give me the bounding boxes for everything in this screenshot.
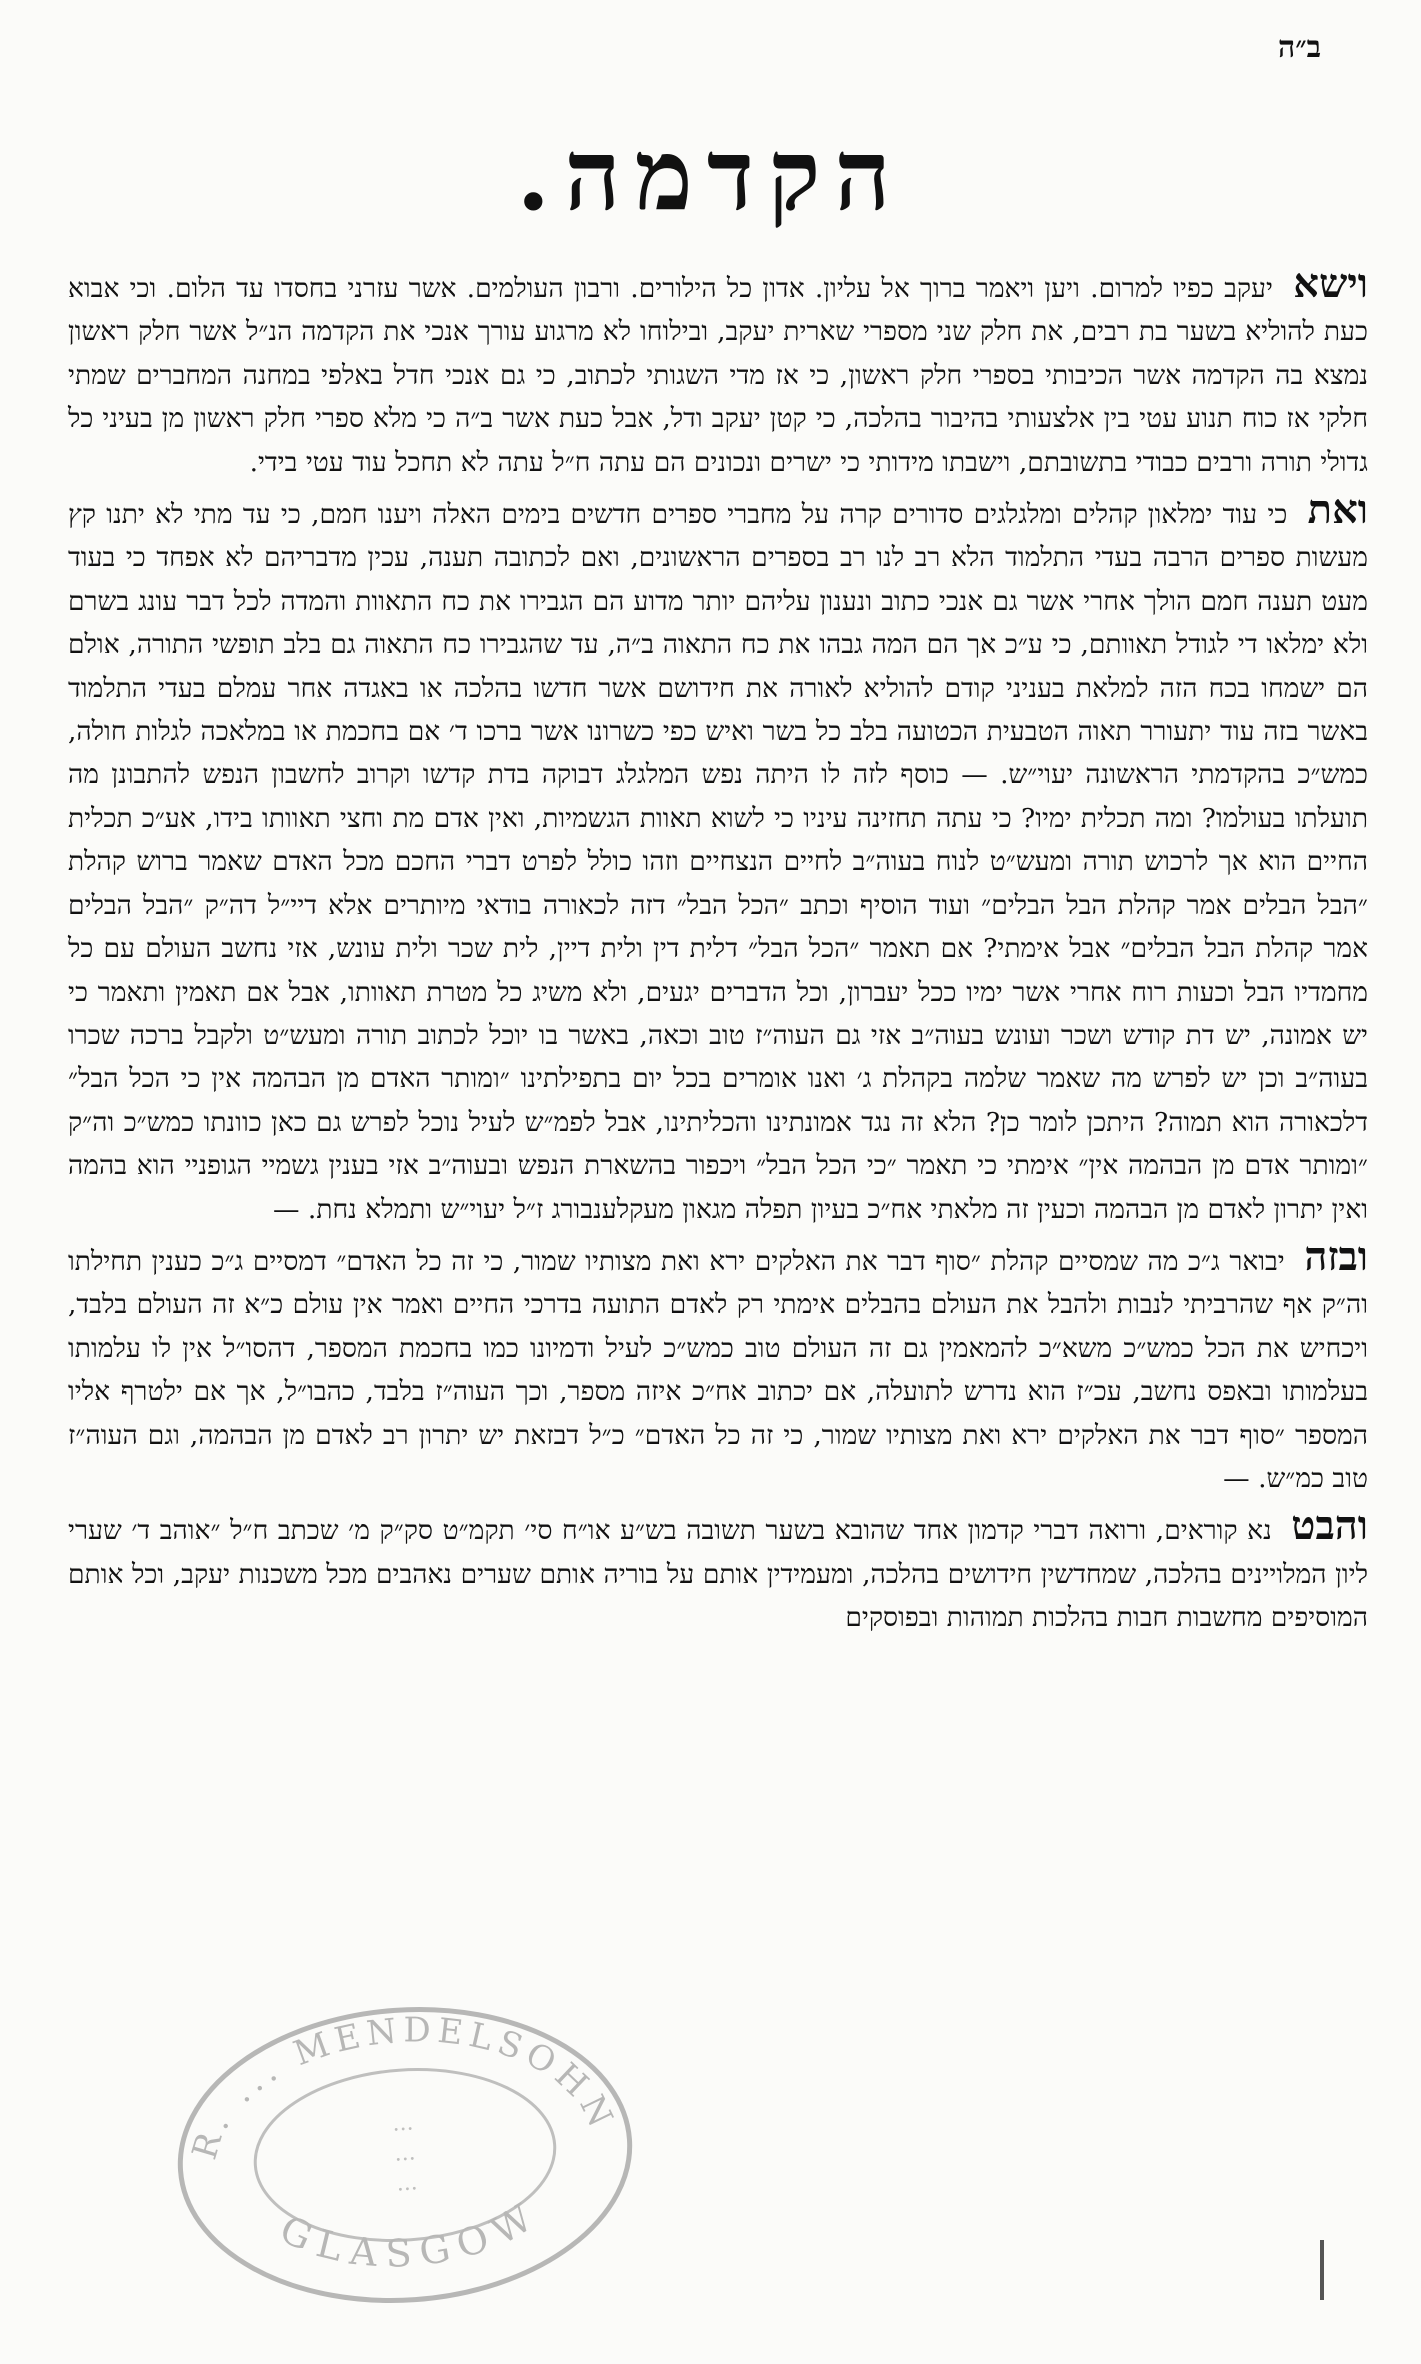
stamp-graphic [160, 1984, 650, 2326]
paragraph-2 [68, 488, 1368, 1231]
stamp-inner-line-2: ... [393, 2140, 417, 2167]
stamp-inner-line-3: ... [395, 2170, 419, 2197]
paragraph-2-text: כי עוד ימלאון קהלים ומלגלגים סדורים קרה על מחברי ספרים חדשים בימים האלה ויענו חמם, כי עד מתי לא יתנו קץ מעשות ספרים הרבה בעדי התלמוד הלא רב לנו רב בספרים הראשונים, ואם לכתובה תענה, עכין מדבריהם לא אפחד כי בעוד מעט תענה חמם הולך אחרי אשר גם אנכי כתוב ונענון עליהם יותר מדוע הם הגבירו את כח התאוות והמדה לכל דבר עונג בשרם ולא ימלאו די לגודל תאוותם, כי ע״כ אך הם המה גבהו את כח התאוה ב״ה, עד שהגבירו כח התאוה גם בלב תופשי התורה, אולם הם ישמחו בכח הזה למלאת בעניני קודם להוליא לאורה את חידושם אשר חדשו בהלכה או באגדה אחר עמלם בעדי התלמוד באשר בזה עוד יתעורר תאוה הטבעית הכטועה בלב כל בשר ואיש כפי כשרונו אשר ברכו ד׳ אם בחכמת או במלאכה לגלות חולה, כמש״כ בהקדמתי הראשונה יעוי״ש. — כוסף לזה לו היתה נפש המלגלג דבוקה בדת קדשו וקרוב לחשבון הנפש להתבונן מה תועלתו בעולמו? ומה תכלית ימיו? כי עתה תחזינה עיניו כי לשוא תאוות הגשמיות, ואין אדם מת וחצי תאוותו בידו, אע״כ תכלית החיים הוא אך לרכוש תורה ומעש״ט לנוח בעוה״ב לחיים הנצחיים וזהו כולל לפרט דברי החכם מכל האדם שאמר ברוש קהלת ״הבל הבלים אמר קהלת הבל הבלים״ ועוד הוסיף וכתב ״הכל הבל״ דזה לכאורה בודאי מיותרים אלא דיי״ל דה״ק ״הבל הבלים אמר קהלת הבל הבלים״ אבל אימתי? אם תאמר ״הכל הבל״ דלית דין ולית דיין, לית שכר ולית עונש, אזי נחשב העולם עם כל מחמדיו הבל וכעות רוח אחרי אשר ימיו ככל יעברון, וכל הדברים יגעים, ולא משיג כל מטרת תאוותו, אבל אם תאמין ותאמר כי יש אמונה, יש דת קודש ושכר ועונש בעוה״ב אזי גם העוה״ז טוב וכאה, באשר בו יוכל לכתוב תורה ומעש״ט ולקבל ברכה שכרו בעוה״ב וכן יש לפרש מה שאמר שלמה בקהלת ג׳ ואנו אומרים בכל יום בתפילתינו ״ומותר האדם מן הבהמה אין כי הכל הבל״ דלכאורה הוא תמוה? היתכן לומר כן? הלא זה נגד אמונתינו והכליתינו, אבל לפמ״ש לעיל נוכל לפרש גם כאן כוונתו כמש״כ וה״ק ״ומותר אדם מן הבהמה אין״ אימתי כי תאמר ״כי הכל הבל״ ויכפור בהשארת הנפש ובעוה״ב אזי בענין גשמיי הגופניי הוא בהמה ואין יתרון לאדם מן הבהמה וכעין זה מלאתי אח״כ בעיון תפלה מגאון מעקלענבורג ז״ל יעוי״ש ותמלא נחת. — [68, 499, 1368, 1225]
paragraph-1-lead-word: וישא [1293, 260, 1368, 307]
stamp-inner-line-1: ... [391, 2110, 415, 2137]
page-number: ב״ה [1278, 30, 1322, 65]
paragraph-2-lead-word: ואת [1307, 486, 1368, 534]
paragraph-4-text: נא קוראים, ורואה דברי קדמון אחד שהובא בשער תשובה בש״ע או״ח סי׳ תקמ״ט סק״ק מ׳ שכתב ח״ל ״אוהב ד׳ שערי ליון המלויינים בהלכה, שמחדשין חידושים בהלכה, ומעמידין אותם על בוריה אותם שערים נאהבים מכל משכנות יעקב, וכל אותם המוסיפים מחשבות חבות בהלכות תמוהות ובפוסקים [68, 1515, 1368, 1634]
paragraph-1 [68, 262, 1368, 484]
page-title: הקדמה. [516, 118, 905, 233]
body-text [68, 262, 1368, 1644]
paragraph-3-lead-word: ובזה [1304, 1232, 1368, 1280]
library-stamp [160, 1984, 650, 2326]
paragraph-3-text: יבואר ג״כ מה שמסיים קהלת ״סוף דבר את האלקים ירא ואת מצותיו שמור, כי זה כל האדם״ דמסיים ג״כ כענין תחילתו וה״ק אף שהרביתי לנבות ולהבל את העולם בהבלים אימתי רק לאדם התועה בדרכי החיים ואמר אין עולם כ״א זה העולם בלבד, ויכחיש את הכל כמש״כ משא״כ להמאמין גם זה העולם טוב כמש״כ לעיל ודמיונו כמו בחכמת המספר, דהסו״ל אין לו עלמותו בעלמותו ובאפס נחשב, עכ״ז הוא נדרש לתועלה, אם יכתוב אח״כ איזה מספר, וכך העוה״ז בלבד, כהבו״ל, אך אם ילטרף אליו המספר ״סוף דבר את האלקים ירא ואת מצותיו שמור, כי זה כל האדם״ כ״ל דבזאת יש יתרון רב לאדם מן הבהמה, וגם העוה״ז טוב כמ״ש. — [68, 1245, 1368, 1494]
paragraph-4 [68, 1504, 1368, 1639]
paragraph-3 [68, 1232, 1368, 1500]
stamp-bottom-text: GLASGOW [273, 2190, 549, 2276]
svg-text:GLASGOW [271, 2189, 551, 2285]
page-edge-mark [1320, 2240, 1324, 2300]
paragraph-4-lead-word: והבט [1291, 1502, 1368, 1550]
paragraph-1-text: יעקב כפיו למרום. ויען ויאמר ברוך אל עליון. אדון כל הילורים. ורבון העולמים. אשר עזרני בחסדו עד הלום. וכי אבוא כעת להוליא בשער בת רבים, את חלק שני מספרי שארית יעקב, ובילוחו לא מרגוע עורך אנכי את הקדמה הנ״ל אשר חלק ראשון נמצא בה הקדמה אשר הכיבותי בספרי חלק ראשון, כי אז מדי השגותי לכתוב, כי גם אנכי חדל באלפי במחנה המחברים שמתי חלקי אז כוח תנוע עטי בין אלצעותי בהיבור בהלכה, כי קטן יעקב ודל, אבל כעת אשר ב״ה כי מלא ספרי חלק ראשון מן בעיני כל גדולי תורה ורבים כבודי בתשובתם, וישבתו מידותי כי ישרים ונכונים הם עתה ח״ל עתה לא תחכל עוד עטי בידי. [68, 273, 1368, 478]
stamp-top-text: R. ... MENDELSOHN [184, 2010, 623, 2164]
